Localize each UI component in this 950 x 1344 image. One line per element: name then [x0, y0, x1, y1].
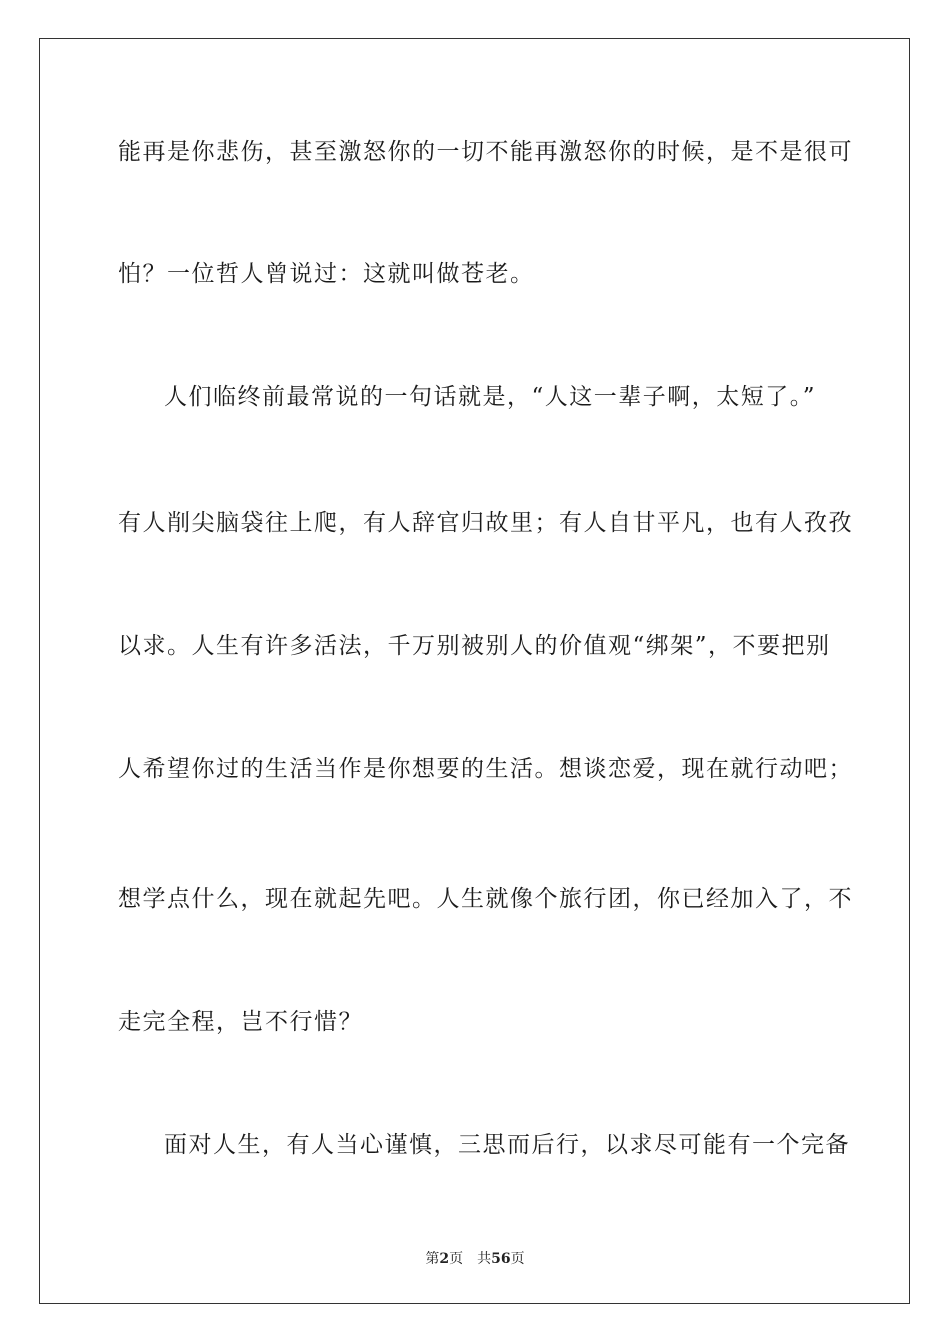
- page-footer: [0, 1248, 950, 1268]
- paragraph-line: 人们临终前最常说的一句话就是，“人这一辈子啊，太短了。”: [164, 384, 817, 410]
- paragraph-line: 能再是你悲伤，甚至激怒你的一切不能再激怒你的时候，是不是很可: [118, 139, 853, 165]
- paragraph-line: 走完全程，岂不行惜？: [118, 1009, 363, 1035]
- total-suffix: 页: [510, 1251, 525, 1267]
- paragraph-line: 有人削尖脑袋往上爬，有人辞官归故里；有人自甘平凡，也有人孜孜: [118, 510, 853, 536]
- page-number: 2: [439, 1251, 450, 1267]
- total-pages: 56: [491, 1251, 511, 1267]
- paragraph-line: 想学点什么，现在就起先吧。人生就像个旅行团，你已经加入了，不: [118, 886, 853, 912]
- page-border: [39, 38, 910, 1304]
- page-prefix: 第: [425, 1251, 440, 1267]
- paragraph-line: 以求。人生有许多活法，千万别被别人的价值观“绑架”，不要把别: [118, 633, 831, 659]
- paragraph-line: 怕？一位哲人曾说过：这就叫做苍老。: [118, 261, 535, 287]
- total-prefix: 共: [477, 1251, 492, 1267]
- page-suffix: 页: [449, 1251, 464, 1267]
- paragraph-line: 人希望你过的生活当作是你想要的生活。想谈恋爱，现在就行动吧；: [118, 756, 853, 782]
- paragraph-line: 面对人生，有人当心谨慎，三思而后行，以求尽可能有一个完备: [164, 1132, 850, 1158]
